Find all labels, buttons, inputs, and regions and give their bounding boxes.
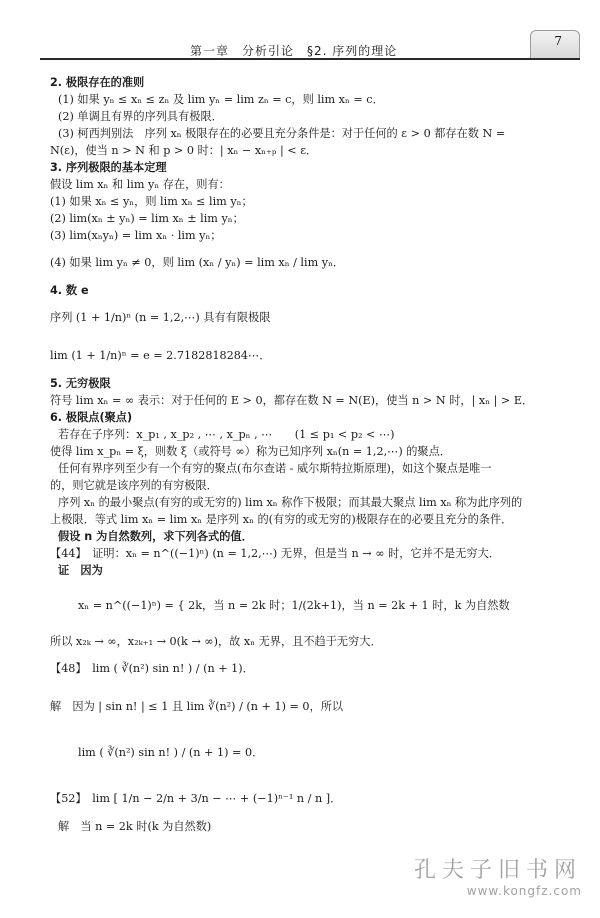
text-line: lim ( ∛(n²) sin n! ) / (n + 1) = 0． bbox=[78, 746, 264, 759]
text-line: xₙ = n^((−1)ⁿ) = { 2k，当 n = 2k 时；1/(2k+1)，当 n = 2k + 1 时，k 为自然数 bbox=[78, 599, 510, 612]
text-line: 的，则它就是该序列的有穷极限． bbox=[50, 479, 218, 492]
text-line: 2. 极限存在的准则 bbox=[50, 76, 145, 89]
text-line: N(ε)，使当 n > N 和 p > 0 时：| xₙ − xₙ₊ₚ | < ε． bbox=[50, 144, 318, 157]
page-header bbox=[40, 30, 580, 60]
text-line: (2) lim(xₙ ± yₙ) = lim xₙ ± lim yₙ； bbox=[50, 212, 244, 225]
page-number: 7 bbox=[554, 34, 562, 48]
text-line: 上极限．等式 lim xₙ = lim xₙ 是序列 xₙ 的(有穷的或无穷的)极限存在的必要且充分的条件． bbox=[50, 513, 513, 526]
text-line: 解 当 n = 2k 时(k 为自然数) bbox=[58, 820, 212, 833]
text-line: (1) 如果 xₙ ≤ yₙ，则 lim xₙ ≤ lim yₙ； bbox=[50, 195, 253, 208]
text-line: 证 因为 bbox=[58, 564, 103, 577]
text-line: (1) 如果 yₙ ≤ xₙ ≤ zₙ 及 lim yₙ = lim zₙ = c，则 lim xₙ = c． bbox=[58, 93, 384, 106]
text-line: 若存在子序列：x_p₁ , x_p₂ , ⋯ , x_pₙ , ⋯ (1 ≤ p₁ < p₂ < ⋯) bbox=[58, 428, 395, 441]
watermark bbox=[414, 853, 582, 898]
text-line: (3) lim(xₙyₙ) = lim xₙ · lim yₙ； bbox=[50, 229, 222, 242]
text-line: 5. 无穷极限 bbox=[50, 377, 111, 390]
page-body bbox=[50, 74, 580, 835]
text-line: 序列 xₙ 的最小聚点(有穷的或无穷的) lim xₙ 称作下极限；而其最大聚点 lim xₙ 称为此序列的 bbox=[58, 496, 523, 509]
text-line: 使得 lim x_pₙ = ξ，则数 ξ（或符号 ∞）称为已知序列 xₙ(n = 1,2,⋯) 的聚点． bbox=[50, 445, 451, 458]
text-line: (3) 柯西判别法 序列 xₙ 极限存在的必要且充分条件是：对于任何的 ε > 0 都存在数 N = bbox=[58, 127, 506, 140]
text-line: 6. 极限点(聚点) bbox=[50, 411, 133, 424]
text-line: 【48】 lim ( ∛(n²) sin n! ) / (n + 1)． bbox=[50, 662, 254, 675]
text-line: 序列 (1 + 1/n)ⁿ (n = 1,2,⋯) 具有有限极限 bbox=[50, 311, 271, 324]
text-line: 假设 lim xₙ 和 lim yₙ 存在，则有： bbox=[50, 178, 230, 191]
text-line: 解 因为 | sin n! | ≤ 1 且 lim ∛(n²) / (n + 1) = 0，所以 bbox=[50, 700, 344, 713]
text-line: 4. 数 e bbox=[50, 284, 89, 297]
text-line: lim (1 + 1/n)ⁿ = e = 2.7182818284⋯． bbox=[50, 349, 271, 362]
text-line: (4) 如果 lim yₙ ≠ 0，则 lim (xₙ / yₙ) = lim xₙ / lim yₙ． bbox=[50, 256, 345, 269]
text-line: 假设 n 为自然数列，求下列各式的值． bbox=[58, 530, 253, 543]
watermark-text: 孔夫子旧书网 bbox=[413, 858, 582, 883]
text-line: 符号 lim xₙ = ∞ 表示：对于任何的 E > 0，都存在数 N = N(E)，使当 n > N 时，| xₙ | > E． bbox=[50, 394, 534, 407]
text-line: 【52】 lim [ 1/n − 2/n + 3/n − ⋯ + (−1)ⁿ⁻¹ n / n ]． bbox=[50, 792, 342, 805]
header-rule bbox=[40, 58, 580, 60]
text-line: (2) 单调且有界的序列具有极限． bbox=[58, 110, 223, 123]
text-line: 任何有界序列至少有一个有穷的聚点(布尔查诺 - 威尔斯特拉斯原理)，如这个聚点是唯一 bbox=[58, 462, 492, 475]
watermark-url: www.kongfz.com bbox=[466, 884, 582, 898]
header-title: 第一章 分析引论 §2. 序列的理论 bbox=[190, 44, 398, 58]
text-line: 3. 序列极限的基本定理 bbox=[50, 161, 167, 174]
text-line: 【44】 证明：xₙ = n^((−1)ⁿ) (n = 1,2,⋯) 无界，但是当 n → ∞ 时，它并不是无穷大． bbox=[50, 547, 500, 560]
text-line: 所以 x₂ₖ → ∞，x₂ₖ₊₁ → 0(k → ∞)，故 xₙ 无界，且不趋于无穷大． bbox=[50, 635, 382, 648]
